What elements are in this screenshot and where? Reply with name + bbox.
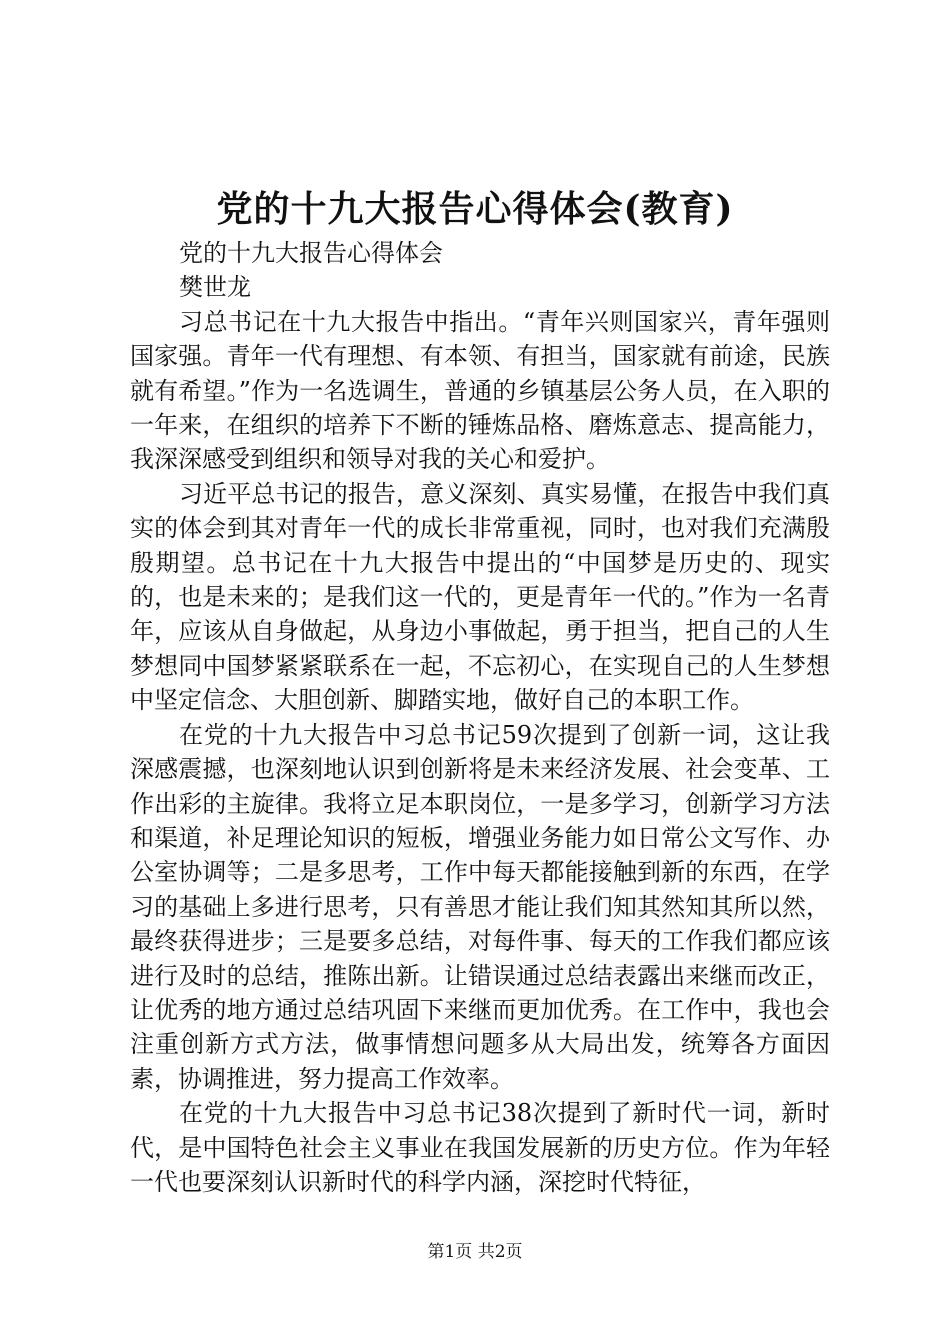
document-author: 樊世龙 [179, 273, 251, 302]
page-number-indicator: 第1页 共2页 [427, 1242, 523, 1262]
paragraph: 在党的十九大报告中习总书记59次提到了创新一词，这让我深感震撼，也深刻地认识到创新将是未来经济发展、社会变革、工作出彩的主旋律。我将立足本职岗位，一是多学习，创新学习方法和渠道，补足理论知识的短板，增强业务能力如日常公文写作、办公室协调等；二是多思考，工作中每天都能接触到新的东西，在学习的基础上多进行思考，只有善思才能让我们知其然知其所以然，最终获得进步；三是要多总结，对每件事、每天的工作我们都应该进行及时的总结，推陈出新。让错误通过总结表露出来继而改正，让优秀的地方通过总结巩固下来继而更加优秀。在工作中，我也会注重创新方式方法，做事情想问题多从大局出发，统筹各方面因素，协调推进，努力提高工作效率。 [130, 720, 830, 1093]
paragraph: 在党的十九大报告中习总书记38次提到了新时代一词，新时代，是中国特色社会主义事业在我国发展新的历史方位。作为年轻一代也要深刻认识新时代的科学内涵，深挖时代特征， [130, 1099, 830, 1196]
paragraph: 习近平总书记的报告，意义深刻、真实易懂，在报告中我们真实的体会到其对青年一代的成长非常重视，同时，也对我们充满殷殷期望。总书记在十九大报告中提出的“中国梦是历史的、现实的，也是未来的；是我们这一代的，更是青年一代的。”作为一名青年，应该从自身做起，从身边小事做起，勇于担当，把自己的人生梦想同中国梦紧紧联系在一起，不忘初心，在实现自己的人生梦想中坚定信念、大胆创新、脚踏实地，做好自己的本职工作。 [130, 479, 830, 715]
document-title: 党的十九大报告心得体会(教育) [216, 188, 734, 230]
document-body [130, 236, 830, 1199]
paragraph: 习总书记在十九大报告中指出。“青年兴则国家兴，青年强则国家强。青年一代有理想、有本领、有担当，国家就有前途，民族就有希望。”作为一名选调生，普通的乡镇基层公务人员，在入职的一年来，在组织的培养下不断的锤炼品格、磨炼意志、提高能力，我深深感受到组织和领导对我的关心和爱护。 [130, 307, 830, 474]
page-footer [0, 1240, 950, 1264]
document-subtitle: 党的十九大报告心得体会 [179, 239, 443, 267]
